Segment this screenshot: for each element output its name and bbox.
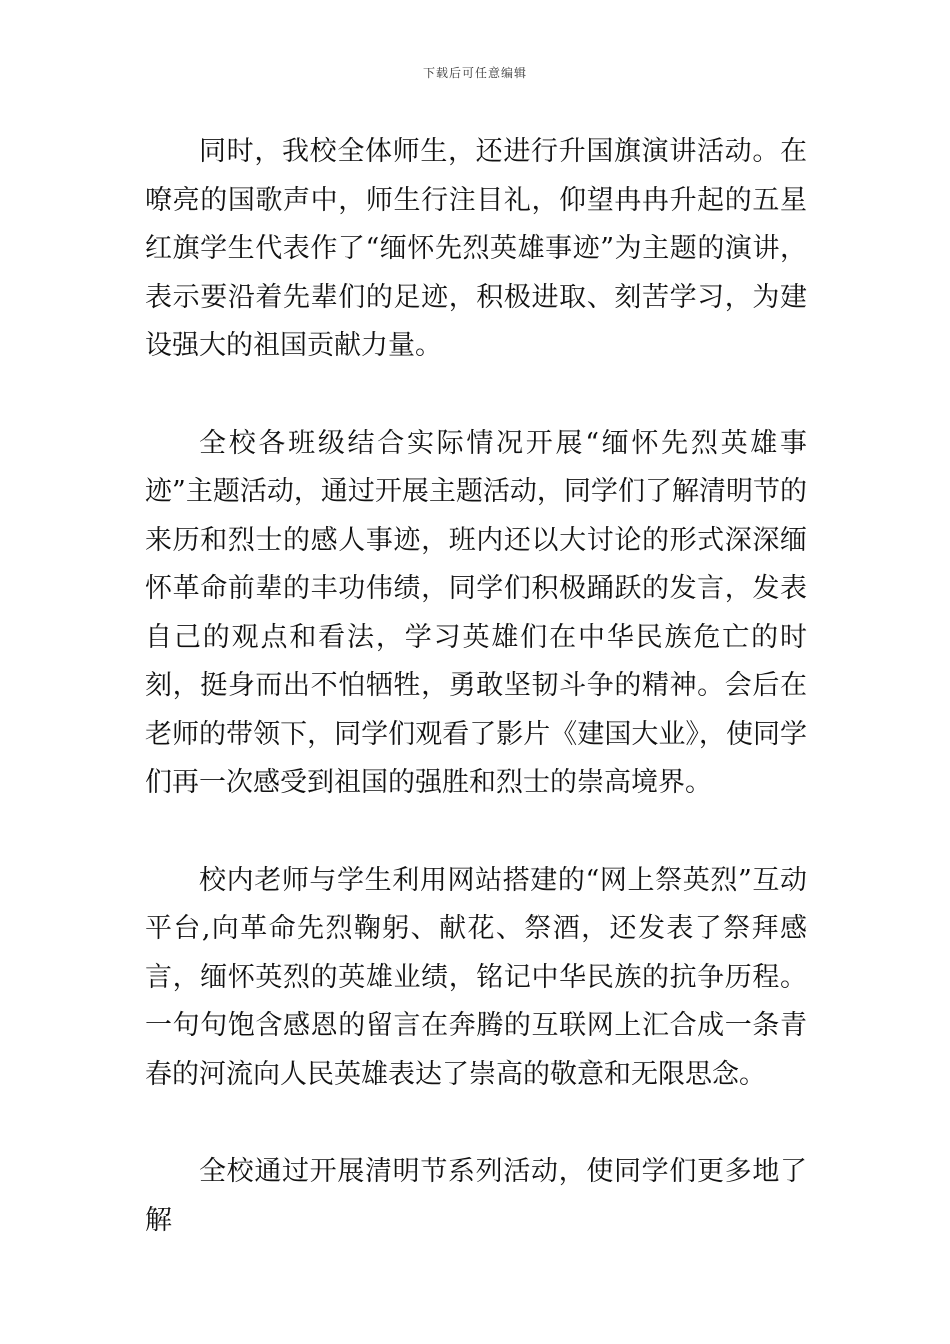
paragraph-3: 校内老师与学生利用网站搭建的“网上祭英烈”互动平台,向革命先烈鞠躬、献花、祭酒，还发表了祭拜感言，缅怀英烈的英雄业绩，铭记中华民族的抗争历程。一句句饱含感恩的留言在奔腾的互联网上汇合成一条青春的河流向人民英雄表达了崇高的敬意和无限思念。 xyxy=(145,864,807,1090)
document-body xyxy=(145,128,807,1245)
paragraph-2: 全校各班级结合实际情况开展“缅怀先烈英雄事迹”主题活动，通过开展主题活动，同学们了解清明节的来历和烈士的感人事迹，班内还以大讨论的形式深深缅怀革命前辈的丰功伟绩，同学们积极踊跃的发言，发表自己的观点和看法，学习英雄们在中华民族危亡的时刻，挺身而出不怕牺牲，勇敢坚韧斗争的精神。会后在老师的带领下，同学们观看了影片《建国大业》，使同学们再一次感受到祖国的强胜和烈士的崇高境界。 xyxy=(145,427,807,798)
paragraph-gap xyxy=(145,808,807,857)
paragraph-1: 同时，我校全体师生，还进行升国旗演讲活动。在嘹亮的国歌声中，师生行注目礼，仰望冉冉升起的五星红旗学生代表作了“缅怀先烈英雄事迹”为主题的演讲，表示要沿着先辈们的足迹，积极进取、刻苦学习，为建设强大的祖国贡献力量。 xyxy=(145,136,807,361)
header-note: 下载后可任意编辑 xyxy=(422,66,527,80)
paragraph-gap xyxy=(145,1099,807,1148)
paragraph-4: 全校通过开展清明节系列活动，使同学们更多地了解 xyxy=(145,1156,807,1236)
paragraph-gap xyxy=(145,371,807,420)
